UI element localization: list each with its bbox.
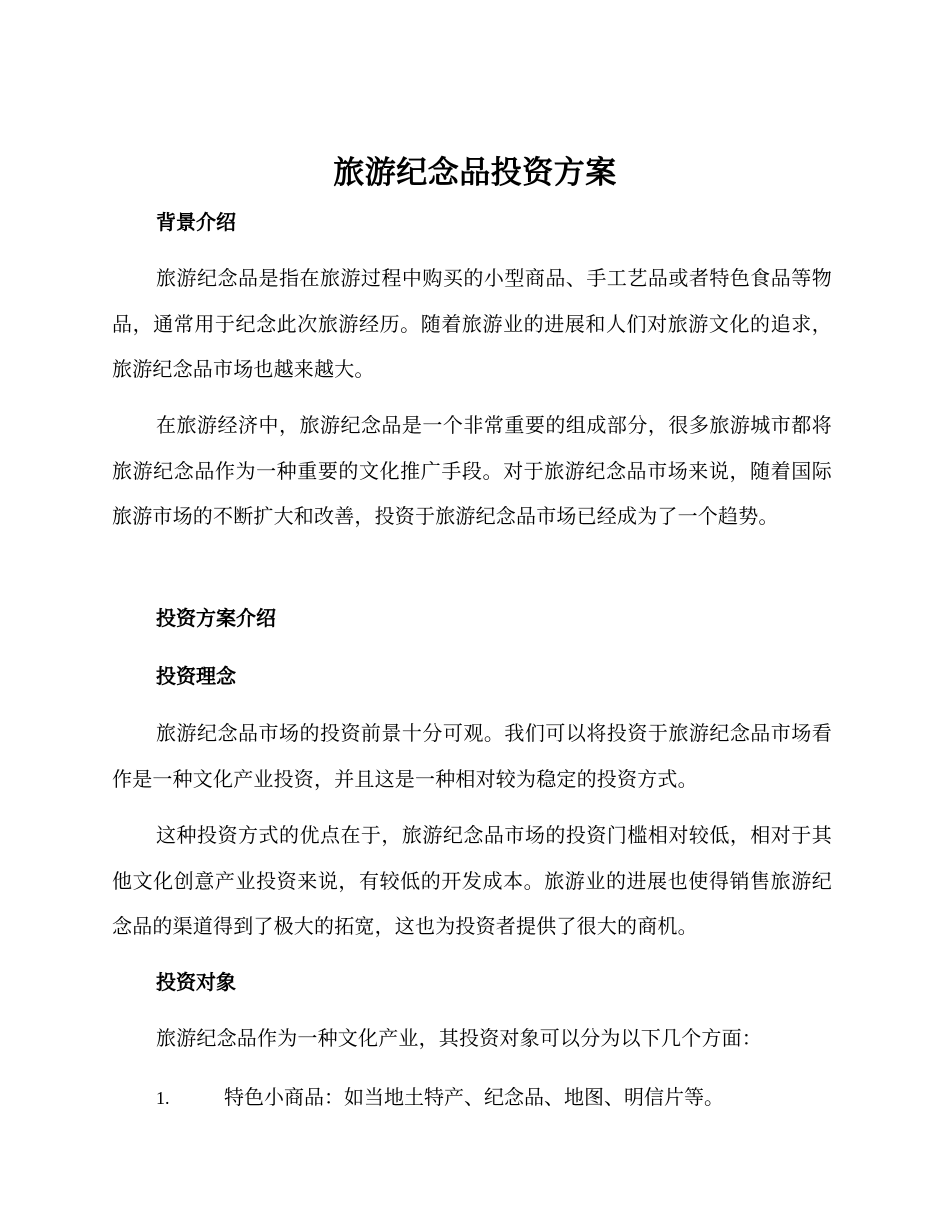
section-heading-plan: 投资方案介绍 — [156, 606, 276, 630]
section-heading-target: 投资对象 — [156, 970, 236, 994]
paragraph-background-1: 旅游纪念品是指在旅游过程中购买的小型商品、手工艺品或者特色食品等物品，通常用于纪念此次旅游经历。随着旅游业的进展和人们对旅游文化的追求，旅游纪念品市场也越来越大。 — [112, 266, 832, 381]
paragraph-target-1: 旅游纪念品作为一种文化产业，其投资对象可以分为以下几个方面： — [156, 1026, 762, 1050]
paragraph-philosophy-2: 这种投资方式的优点在于，旅游纪念品市场的投资门槛相对较低，相对于其他文化创意产业投资来说，有较低的开发成本。旅游业的进展也使得销售旅游纪念品的渠道得到了极大的拓宽，这也为投资者提供了很大的商机。 — [112, 823, 832, 938]
list-item — [156, 1080, 724, 1115]
section-heading-philosophy: 投资理念 — [156, 664, 236, 688]
paragraph-background-2: 在旅游经济中，旅游纪念品是一个非常重要的组成部分，很多旅游城市都将旅游纪念品作为一种重要的文化推广手段。对于旅游纪念品市场来说，随着国际旅游市场的不断扩大和改善，投资于旅游纪念品市场已经成为了一个趋势。 — [112, 413, 832, 528]
list-item-number: 1. — [156, 1088, 170, 1108]
paragraph-philosophy-1: 旅游纪念品市场的投资前景十分可观。我们可以将投资于旅游纪念品市场看作是一种文化产业投资，并且这是一种相对较为稳定的投资方式。 — [112, 721, 832, 791]
document-title: 旅游纪念品投资方案 — [333, 155, 617, 191]
list-item-text: 特色小商品：如当地土特产、纪念品、地图、明信片等。 — [224, 1085, 724, 1109]
section-heading-background: 背景介绍 — [156, 210, 236, 234]
